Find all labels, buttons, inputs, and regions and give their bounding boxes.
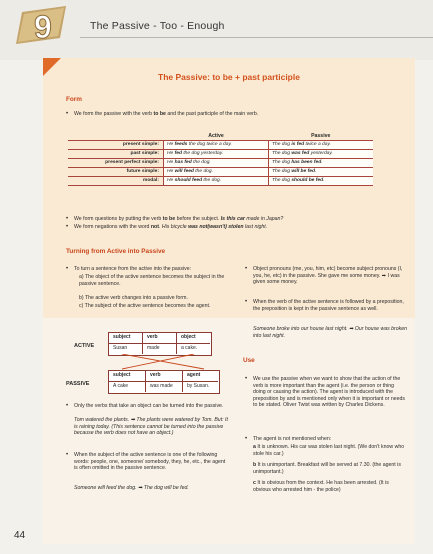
turning-step-b: b) The active verb changes into a passive form. [79, 295, 188, 301]
table-row: future simple: He will feed the dog. The dog will be fed. [68, 168, 373, 177]
reason-obvious: c It is obvious from the context. He has been arrested. (It is obvious who arrested him - the police) [253, 480, 389, 493]
table-row: present simple: He feeds the dog twice a day. The dog is fed twice a day. [68, 141, 373, 150]
chapter-badge-icon [12, 4, 70, 52]
passive-verb-header: verb [150, 372, 161, 378]
tense-table [68, 132, 373, 186]
header-rule [80, 37, 433, 38]
active-object: a cake. [181, 345, 198, 351]
example-broke-into: Someone broke into our house last night. ➡ Our house was broken into last night. [253, 326, 408, 339]
active-subject: Susan [113, 345, 128, 351]
active-subject-header: subject [113, 334, 131, 340]
active-verb: made [147, 345, 160, 351]
page-number: 44 [14, 530, 26, 541]
passive-subject: A cake [113, 383, 129, 389]
turning-step-a: a) The object of the active sentence becomes the subject in the passive sentence. [79, 274, 225, 287]
chapter-number: 9 [34, 9, 52, 45]
reason-unknown: a It is unknown. His car was stolen last night. (We don't know who stole his car.) [253, 444, 405, 457]
passive-subject-header: subject [113, 372, 131, 378]
table-row: past simple: He fed the dog yesterday. The dog was fed yesterday. [68, 150, 373, 159]
passive-agent-header: agent [187, 372, 201, 378]
turning-step-c: c) The subject of the active sentence becomes the agent. [79, 303, 211, 309]
active-verb-header: verb [147, 334, 158, 340]
form-heading: Form [66, 96, 82, 103]
example-dog: Someone will feed the dog. ➡ The dog will be fed. [74, 485, 189, 491]
use-rule-agent: • We use the passive when we want to show that the action of the verb is more important than the agent (i.e. the person or thing doing or causing the action). The agent is introduced with the preposition by and is mentioned only when it is important or needs to be stated. Oliver Twist was written by Charles Dickens. [253, 376, 408, 409]
example-plants: Tom watered the plants. ➡ The plants were watered by Tom. But: It is raining today. (This sentence cannot be turned into the passive because the verb does not have an object.) [74, 417, 228, 437]
turning-intro: • To turn a sentence from the active into the passive: [74, 266, 232, 273]
passive-agent: by Susan. [187, 383, 210, 389]
table-row: present perfect simple: He has fed the dog. The dog has been fed. [68, 159, 373, 168]
passive-verb: was made [150, 383, 173, 389]
negations-rule: • We form negations with the word not. His bicycle was not(wasn't) stolen last night. [74, 224, 404, 231]
active-label: ACTIVE [74, 343, 95, 349]
questions-rule: • We form questions by putting the verb to be before the subject. Is this car made in Japan? [74, 216, 404, 223]
main-title: The Passive: to be + past participle [158, 72, 300, 82]
form-intro: • We form the passive with the verb to be and the past participle of the main verb. [74, 111, 404, 118]
reason-unimportant: b It is unimportant. Breakfast will be served at 7.30. (the agent is unimportant.) [253, 462, 401, 475]
only-object-verbs: • Only the verbs that take an object can be turned into the passive. [74, 403, 230, 410]
passive-label: PASSIVE [66, 381, 90, 387]
chapter-title: The Passive - Too - Enough [90, 20, 225, 32]
subject-omitted-rule: • When the subject of the active sentence is one of the following words: people, one, someone/ somebody, they, he, etc., the agent is often omitted in the passive sentence. [74, 452, 230, 472]
transformation-arrows-icon [108, 354, 218, 370]
object-pronouns-rule: • Object pronouns (me, you, him, etc) become subject pronouns (I, you, he, etc) in the passive. She gave me some money. ➡ I was given some money. [253, 266, 408, 286]
col-passive-header: Passive [269, 132, 374, 141]
col-active-header: Active [164, 132, 269, 141]
table-row: modal: He should feed the dog. The dog should be fed. [68, 177, 373, 186]
active-object-header: object [181, 334, 196, 340]
turning-heading: Turning from Active into Passive [66, 248, 166, 255]
agent-not-mentioned: • The agent is not mentioned when: [253, 436, 408, 443]
use-heading: Use [243, 357, 255, 364]
preposition-rule: • When the verb of the active sentence is followed by a preposition, the preposition is kept in the passive sentence as well. [253, 299, 408, 312]
